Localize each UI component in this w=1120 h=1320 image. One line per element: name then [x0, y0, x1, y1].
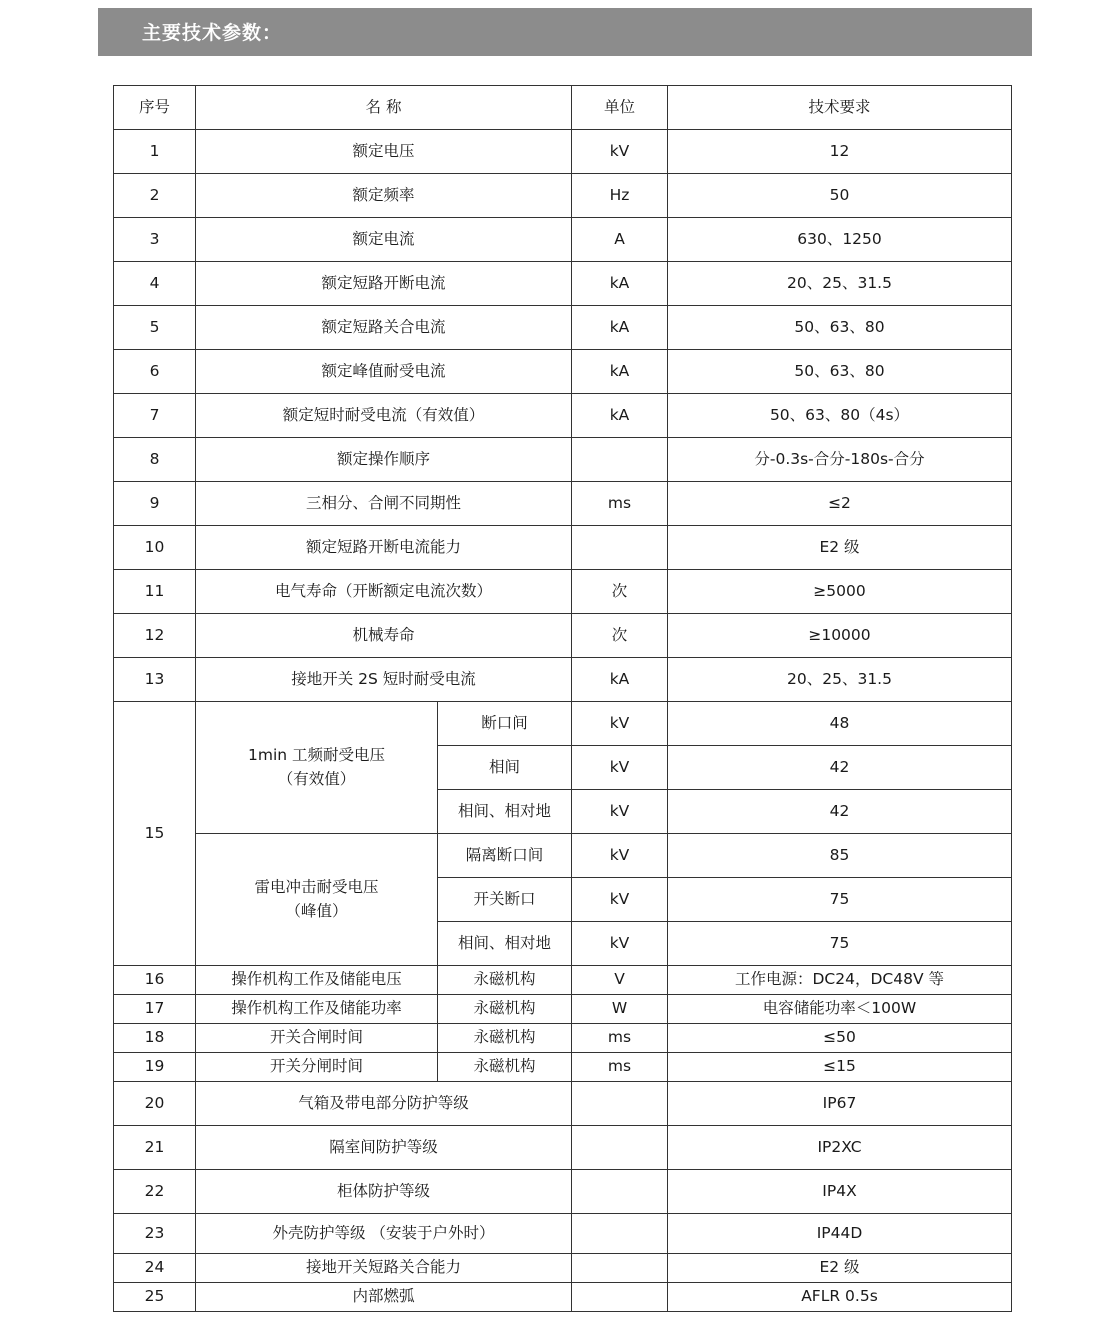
- row-seq: 13: [114, 658, 196, 702]
- row-value: 48: [668, 702, 1012, 746]
- row-value: 75: [668, 922, 1012, 966]
- row-value: IP4X: [668, 1170, 1012, 1214]
- row15-group1-name-line2: （有效值）: [277, 769, 356, 788]
- row-value: 50、63、80（4s）: [668, 394, 1012, 438]
- row-seq: 16: [114, 966, 196, 995]
- row-seq: 10: [114, 526, 196, 570]
- row-unit: kV: [572, 922, 668, 966]
- row-name: 电气寿命（开断额定电流次数）: [196, 570, 572, 614]
- row-name: 接地开关 2S 短时耐受电流: [196, 658, 572, 702]
- row-value: 42: [668, 746, 1012, 790]
- table-row: [114, 130, 1012, 174]
- table-row: [114, 350, 1012, 394]
- row-unit: ms: [572, 482, 668, 526]
- row-subitem: 相间、相对地: [438, 790, 572, 834]
- row-unit: kV: [572, 746, 668, 790]
- row-unit: kV: [572, 702, 668, 746]
- row-seq: 21: [114, 1126, 196, 1170]
- row-value: IP2XC: [668, 1126, 1012, 1170]
- row-seq: 23: [114, 1214, 196, 1254]
- row-mechanism: 永磁机构: [438, 1053, 572, 1082]
- table-body: [114, 86, 1012, 1312]
- row-subitem: 开关断口: [438, 878, 572, 922]
- row-name: 额定电流: [196, 218, 572, 262]
- row-mechanism: 永磁机构: [438, 995, 572, 1024]
- row-subitem: 相间: [438, 746, 572, 790]
- row-name: 额定短路关合电流: [196, 306, 572, 350]
- row-unit: [572, 1283, 668, 1312]
- row-name: 操作机构工作及储能电压: [196, 966, 438, 995]
- row-unit: kV: [572, 878, 668, 922]
- table-row: [114, 438, 1012, 482]
- row-unit: A: [572, 218, 668, 262]
- row-unit: kA: [572, 262, 668, 306]
- header-unit: 单位: [572, 86, 668, 130]
- row-value: 20、25、31.5: [668, 262, 1012, 306]
- row-unit: kV: [572, 130, 668, 174]
- row-seq: 1: [114, 130, 196, 174]
- row-value: 50、63、80: [668, 306, 1012, 350]
- row-name: 额定短时耐受电流（有效值）: [196, 394, 572, 438]
- row-seq: 6: [114, 350, 196, 394]
- row-unit: [572, 438, 668, 482]
- row-value: ≤50: [668, 1024, 1012, 1053]
- table-row: [114, 262, 1012, 306]
- row-unit: [572, 1126, 668, 1170]
- table-row-15-sub: [114, 702, 1012, 746]
- row-subitem: 相间、相对地: [438, 922, 572, 966]
- row-value: E2 级: [668, 526, 1012, 570]
- table-row-mech: [114, 995, 1012, 1024]
- row-value: 50: [668, 174, 1012, 218]
- row-unit: [572, 1082, 668, 1126]
- row-name: 开关合闸时间: [196, 1024, 438, 1053]
- row-value: 工作电源：DC24，DC48V 等: [668, 966, 1012, 995]
- row-unit: [572, 1254, 668, 1283]
- row-name: 机械寿命: [196, 614, 572, 658]
- row-unit: [572, 1170, 668, 1214]
- row-seq: 11: [114, 570, 196, 614]
- row-name: 额定短路开断电流能力: [196, 526, 572, 570]
- row-name: 额定操作顺序: [196, 438, 572, 482]
- table-row: [114, 218, 1012, 262]
- row-seq: 24: [114, 1254, 196, 1283]
- row-mechanism: 永磁机构: [438, 1024, 572, 1053]
- row-unit: ms: [572, 1053, 668, 1082]
- row-unit: Hz: [572, 174, 668, 218]
- table-row: [114, 614, 1012, 658]
- row-unit: [572, 526, 668, 570]
- row-subitem: 断口间: [438, 702, 572, 746]
- row-name: 隔室间防护等级: [196, 1126, 572, 1170]
- row-name: 开关分闸时间: [196, 1053, 438, 1082]
- tech-params-table: [113, 85, 1012, 1312]
- row-value: IP44D: [668, 1214, 1012, 1254]
- table-row: [114, 1082, 1012, 1126]
- row-unit: 次: [572, 614, 668, 658]
- row-name: 操作机构工作及储能功率: [196, 995, 438, 1024]
- row-value: ≤15: [668, 1053, 1012, 1082]
- row-name: 额定峰值耐受电流: [196, 350, 572, 394]
- row-value: 42: [668, 790, 1012, 834]
- table-row: [114, 174, 1012, 218]
- row15-group2-name-line2: （峰值）: [285, 901, 348, 920]
- row15-group2-name-line1: 雷电冲击耐受电压: [254, 878, 379, 897]
- row-seq: 9: [114, 482, 196, 526]
- row-seq: 20: [114, 1082, 196, 1126]
- row-value: E2 级: [668, 1254, 1012, 1283]
- row-value: 12: [668, 130, 1012, 174]
- header-name: 名 称: [196, 86, 572, 130]
- table-row-15-sub: [114, 834, 1012, 878]
- row-name: 内部燃弧: [196, 1283, 572, 1312]
- row-seq: 2: [114, 174, 196, 218]
- row-unit: [572, 1214, 668, 1254]
- row-seq: 17: [114, 995, 196, 1024]
- row-unit: kA: [572, 394, 668, 438]
- table-row: [114, 526, 1012, 570]
- row-value: ≥10000: [668, 614, 1012, 658]
- table-row: [114, 658, 1012, 702]
- row-seq: 4: [114, 262, 196, 306]
- row-name: 气箱及带电部分防护等级: [196, 1082, 572, 1126]
- row-value: ≤2: [668, 482, 1012, 526]
- header-seq: 序号: [114, 86, 196, 130]
- row-seq: 25: [114, 1283, 196, 1312]
- row-name: 柜体防护等级: [196, 1170, 572, 1214]
- row-value: 85: [668, 834, 1012, 878]
- row-name: 额定电压: [196, 130, 572, 174]
- row-unit: W: [572, 995, 668, 1024]
- row-seq: 8: [114, 438, 196, 482]
- row-value: 分-0.3s-合分-180s-合分: [668, 438, 1012, 482]
- header-requirement: 技术要求: [668, 86, 1012, 130]
- table-row: [114, 394, 1012, 438]
- table-row: [114, 1254, 1012, 1283]
- row-unit: 次: [572, 570, 668, 614]
- row-unit: kA: [572, 658, 668, 702]
- row-seq: 19: [114, 1053, 196, 1082]
- row-value: ≥5000: [668, 570, 1012, 614]
- table-row: [114, 482, 1012, 526]
- row-name: 三相分、合闸不同期性: [196, 482, 572, 526]
- row-value: 20、25、31.5: [668, 658, 1012, 702]
- row15-group1-name-line1: 1min 工频耐受电压: [247, 746, 386, 765]
- row-unit: kA: [572, 350, 668, 394]
- row-value: 电容储能功率＜100W: [668, 995, 1012, 1024]
- row-unit: V: [572, 966, 668, 995]
- row-name: 额定短路开断电流: [196, 262, 572, 306]
- table-row: [114, 306, 1012, 350]
- row-seq: 7: [114, 394, 196, 438]
- section-title: 主要技术参数：: [142, 22, 283, 44]
- row-unit: ms: [572, 1024, 668, 1053]
- table-row: [114, 1170, 1012, 1214]
- row-subitem: 隔离断口间: [438, 834, 572, 878]
- header-row: [114, 86, 1012, 130]
- row-value: 50、63、80: [668, 350, 1012, 394]
- table-row: [114, 570, 1012, 614]
- row-seq: 22: [114, 1170, 196, 1214]
- row-mechanism: 永磁机构: [438, 966, 572, 995]
- table-row: [114, 1283, 1012, 1312]
- row-unit: kA: [572, 306, 668, 350]
- row-unit: kV: [572, 834, 668, 878]
- row-value: 630、1250: [668, 218, 1012, 262]
- row-name: 接地开关短路关合能力: [196, 1254, 572, 1283]
- table-row-mech: [114, 1024, 1012, 1053]
- row-seq: 18: [114, 1024, 196, 1053]
- row15-group2-name: [196, 834, 438, 966]
- table-row-mech: [114, 966, 1012, 995]
- row-name: 额定频率: [196, 174, 572, 218]
- row-seq: 3: [114, 218, 196, 262]
- row-seq: 15: [114, 702, 196, 966]
- table-row: [114, 1126, 1012, 1170]
- section-title-bar: [98, 8, 1032, 56]
- table-row: [114, 1214, 1012, 1254]
- row15-group1-name: [196, 702, 438, 834]
- row-seq: 12: [114, 614, 196, 658]
- row-value: IP67: [668, 1082, 1012, 1126]
- row-value: 75: [668, 878, 1012, 922]
- row-unit: kV: [572, 790, 668, 834]
- row-seq: 5: [114, 306, 196, 350]
- row-value: AFLR 0.5s: [668, 1283, 1012, 1312]
- row-name: 外壳防护等级 （安装于户外时）: [196, 1214, 572, 1254]
- table-row-mech: [114, 1053, 1012, 1082]
